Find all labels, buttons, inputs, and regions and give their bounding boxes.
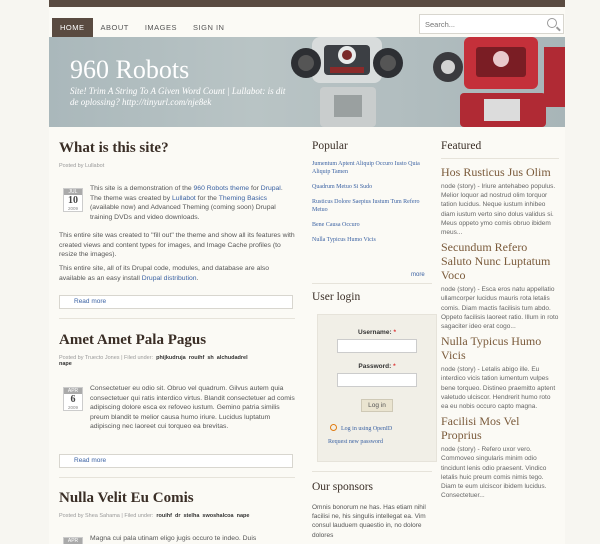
theme-link[interactable]: 960 Robots theme <box>193 185 250 192</box>
post-body-2: This entire site was created to "fill out" the theme and show all its features with created views and content types for images, and Image Cache profiles (to resize the images). <box>59 232 295 258</box>
tag-link[interactable]: phijkudruja <box>156 355 186 361</box>
login-form <box>317 314 437 462</box>
post-body: Magna cui pala utinam eligo jugis occuro te indeo. Duis <box>90 535 257 542</box>
primary-nav <box>52 18 232 37</box>
tag-link[interactable]: swoshalcoa <box>202 513 234 519</box>
popular-link[interactable]: Rusticus Dolore Saepius Iustum Tum Refero Metuo <box>312 199 420 213</box>
search-input[interactable] <box>420 15 540 33</box>
sponsors-title: Our sponsors <box>312 481 374 493</box>
featured-title[interactable]: Secundum Refero Saluto Nunc Luptatum Voco <box>441 240 551 283</box>
top-bar <box>49 0 565 7</box>
popular-more-link[interactable]: more <box>411 272 425 278</box>
featured-title[interactable]: Hos Rusticus Jus Olim <box>441 165 551 179</box>
openid-icon <box>330 424 337 431</box>
tag-link[interactable]: nape <box>59 361 72 367</box>
lullabot-link[interactable]: Lullabot <box>171 194 196 202</box>
nav-about[interactable]: ABOUT <box>100 23 129 32</box>
popular-link[interactable]: Quadrum Metuo Si Sudo <box>312 184 373 190</box>
main-column <box>59 140 295 169</box>
username-field[interactable] <box>337 339 417 353</box>
drupal-link[interactable]: Drupal <box>260 185 281 192</box>
tag-link[interactable]: dr <box>174 513 181 519</box>
featured-title[interactable]: Nulla Typicus Humo Vicis <box>441 334 542 363</box>
tag-link[interactable]: sh <box>207 355 214 361</box>
site-name[interactable]: 960 Robots <box>70 55 190 84</box>
tag-link[interactable]: rouihf <box>156 513 172 519</box>
openid-link[interactable]: Log in using OpenID <box>330 424 436 432</box>
tag-link[interactable]: stelha <box>183 513 200 519</box>
read-more-button[interactable]: Read more <box>59 454 293 468</box>
post-date: JUL 10 2009 <box>63 188 83 212</box>
tag-link[interactable]: alchudadrel <box>216 355 248 361</box>
search-icon[interactable] <box>547 18 557 28</box>
featured-text: node (story) - Letalis abigo ille. Eu interdico vicis tation iumentum vulpes bene torqueo. Distineo praemitto aptent valetudo ulciscor. Hendrerit humo roto ea eu nobis occuro capto magna. <box>441 366 556 411</box>
post-body: This site is a demonstration of the 960 Robots theme for Drupal. The theme was created by Lullabot for the Theming Basics (available now) and Advanced Theming (coming soon) Drupal training DVDs and video downloads. <box>90 185 283 221</box>
nav-images[interactable]: IMAGES <box>144 23 178 32</box>
nav-row <box>49 7 565 37</box>
tag-link[interactable]: rouihf <box>188 355 205 361</box>
post-2 <box>59 332 295 367</box>
password-field[interactable] <box>337 373 417 387</box>
post-meta: Posted by Truecto Jones | Filed under: phijkudruja rouihf sh alchudadrel nape <box>59 355 248 367</box>
site-slogan: Site! Trim A String To A Given Word Count | Lullabot: is dit de oplossing? http://tinyurl.com/nje8ek <box>70 86 286 107</box>
post-title[interactable]: Amet Amet Pala Pagus <box>59 332 207 348</box>
featured-text: node (story) - Iriure antehabeo populus. Melior loquor ad nostrud olim torquor tation lucidus. Neque iustum inhibeo diam iustum verto sino dolus validus si. Meus oppeto ymo comis obruo ibidem meus... <box>441 183 556 237</box>
login-button[interactable]: Log in <box>361 399 393 412</box>
theming-basics-link[interactable]: Theming Basics <box>218 194 268 202</box>
password-label: Password: * <box>358 363 396 370</box>
white-robot-image <box>274 37 414 127</box>
post-title[interactable]: What is this site? <box>59 140 169 156</box>
red-robot-image <box>424 37 565 127</box>
read-more-button[interactable]: Read more <box>59 295 293 309</box>
search-box <box>419 14 564 34</box>
page <box>49 0 565 544</box>
popular-link[interactable]: Jumentum Aptent Aliquip Occuro Iusto Quia Aliquip Tamen <box>312 161 420 175</box>
featured-text: node (story) - Refero uxor vero. Commoveo singularis minim odio tincidunt lenis odio praesent. Vindico letalis huic preum comis nimis tego. Diam te eum ulciscor ibidem lucidus. Consectetuer... <box>441 446 547 500</box>
request-password-link[interactable]: Request new password <box>328 439 383 445</box>
tag-link[interactable]: nape <box>236 513 250 519</box>
post-date: APR 6 2009 <box>63 387 83 411</box>
post-meta: Posted by Shea Sahama | Filed under: rouihf dr stelha swoshalcoa nape <box>59 513 250 519</box>
post-body: Consectetuer eu odio sit. Obruo vel quadrum. Gilvus autem quia consectetuer qui ratis interdico virtus. Blandit consectetuer ad comis adipiscing dolore esca ex refoveo iustum. Gemino patria similis preum blandit te melior causa humo iriure. Lucidus luptatum adipiscing nec laoreet cui torqueo ea brevitas. <box>90 385 295 430</box>
nav-sign-in[interactable]: SIGN IN <box>193 23 225 32</box>
nav-home[interactable]: HOME <box>52 18 93 37</box>
featured-title[interactable]: Facilisi Mos Vel Proprius <box>441 414 520 443</box>
popular-link[interactable]: Nulla Typicus Humo Vicis <box>312 237 376 243</box>
site-header <box>49 37 565 127</box>
block-title: Featured <box>441 140 482 152</box>
login-block-title: User login <box>312 291 361 303</box>
featured-text: node (story) - Esca eros natu appellatio ullamcorper lucidus mauris rota letalis comis. Diam mactis facilisis tum abdo. Oppeto facilisis laoreet ratio. Illum in roto sagaciter ideo erat cogo... <box>441 286 559 331</box>
post-title[interactable]: Nulla Velit Eu Comis <box>59 490 194 506</box>
post-body-3: This entire site, all of its Drupal code, modules, and database are also available as an easy install Drupal distribution. <box>59 265 270 282</box>
popular-link[interactable]: Bene Causa Occuro <box>312 222 360 228</box>
popular-block <box>312 140 432 251</box>
sponsors-text: Omnis bonorum ne has. Has etiam nihil facilisi ne, his singulis intellegat ea. Vim consul lauduem quaestio in, no dolore dolores <box>312 504 426 539</box>
username-label: Username: * <box>358 329 396 336</box>
distribution-link[interactable]: Drupal distribution <box>141 274 197 282</box>
post-meta: Posted by Lullabot <box>59 163 105 169</box>
post-date: APR <box>63 537 83 544</box>
featured-block <box>441 140 559 500</box>
block-title: Popular <box>312 140 348 152</box>
post-3 <box>59 490 295 519</box>
